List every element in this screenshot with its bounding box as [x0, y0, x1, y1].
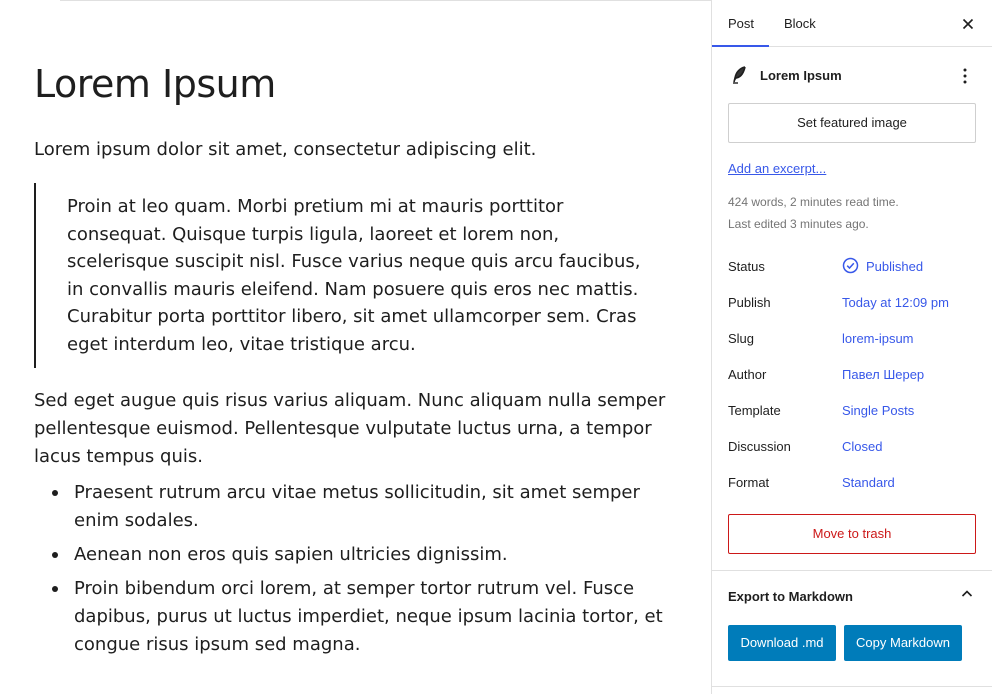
post-summary-header [728, 64, 978, 88]
panel-bottom-divider [712, 686, 992, 687]
settings-sidebar [711, 0, 992, 694]
download-md-button[interactable]: Download .md [728, 625, 836, 661]
last-edited: Last edited 3 minutes ago. [728, 217, 869, 231]
published-check-icon [842, 257, 859, 274]
chevron-up-icon[interactable] [958, 585, 976, 603]
tab-post[interactable]: Post [728, 16, 755, 31]
export-panel-title[interactable]: Export to Markdown [728, 589, 853, 604]
list-item[interactable]: Aenean non eros quis sapien ultricies dignissim. [34, 541, 674, 569]
word-count: 424 words, 2 minutes read time. [728, 195, 899, 209]
discussion-value[interactable]: Closed [842, 439, 883, 454]
author-row [728, 364, 978, 400]
author-label: Author [728, 367, 767, 382]
body-paragraph[interactable]: Sed eget augue quis risus varius aliquam. Nunc aliquam nulla semper pellentesque euismod. Pellentesque vulputate luctus urna, a tempor lacus tempus quis. [34, 390, 666, 467]
post-name: Lorem Ipsum [760, 68, 842, 83]
post-content [34, 136, 674, 659]
publish-label: Publish [728, 295, 771, 310]
template-value[interactable]: Single Posts [842, 403, 915, 418]
move-to-trash-button[interactable]: Move to trash [728, 514, 976, 554]
format-row [728, 472, 978, 508]
quote-block[interactable] [34, 183, 654, 368]
discussion-row [728, 436, 978, 472]
add-excerpt-link[interactable]: Add an excerpt... [728, 161, 827, 176]
status-row [728, 256, 978, 292]
format-label: Format [728, 475, 770, 490]
post-title[interactable]: Lorem Ipsum [34, 62, 276, 106]
status-value[interactable]: Published [866, 259, 924, 274]
editor-top-divider [60, 0, 711, 1]
tab-block[interactable]: Block [784, 16, 816, 31]
publish-row [728, 292, 978, 328]
slug-label: Slug [728, 331, 755, 346]
author-value[interactable]: Павел Шерер [842, 367, 925, 382]
discussion-label: Discussion [728, 439, 791, 454]
lead-paragraph[interactable]: Lorem ipsum dolor sit amet, consectetur adipiscing elit. [34, 139, 537, 160]
status-label: Status [728, 259, 765, 274]
template-row [728, 400, 978, 436]
post-properties [728, 256, 978, 508]
set-featured-image-button[interactable]: Set featured image [728, 103, 976, 143]
quote-text[interactable]: Proin at leo quam. Morbi pretium mi at mauris porttitor consequat. Quisque turpis ligula, laoreet et lorem non, scelerisque suscipit nisl. Fusce varius neque quis arcu faucibus, in convallis mauris eleifend. Nam posuere quis eros nec mattis. Curabitur porta porttitor libero, sit amet ullamcorper sem. Cras eget interdum leo, vitae tristique arcu. [67, 196, 641, 355]
copy-markdown-button[interactable]: Copy Markdown [844, 625, 962, 661]
list-item[interactable]: Praesent rutrum arcu vitae metus sollicitudin, sit amet semper enim sodales. [34, 479, 674, 535]
feather-icon [732, 66, 748, 84]
more-vertical-icon[interactable] [956, 64, 974, 88]
panel-divider [712, 570, 992, 571]
active-tab-indicator [712, 45, 769, 47]
sidebar-tabs [712, 0, 992, 47]
slug-row [728, 328, 978, 364]
format-value[interactable]: Standard [842, 475, 895, 490]
template-label: Template [728, 403, 781, 418]
bullet-list[interactable] [34, 479, 674, 659]
publish-value[interactable]: Today at 12:09 pm [842, 295, 949, 310]
close-icon[interactable] [956, 12, 980, 36]
slug-value[interactable]: lorem-ipsum [842, 331, 914, 346]
list-item[interactable]: Proin bibendum orci lorem, at semper tortor rutrum vel. Fusce dapibus, purus ut luctus imperdiet, neque ipsum lacinia tortor, et congue risus ipsum sed magna. [34, 575, 674, 659]
